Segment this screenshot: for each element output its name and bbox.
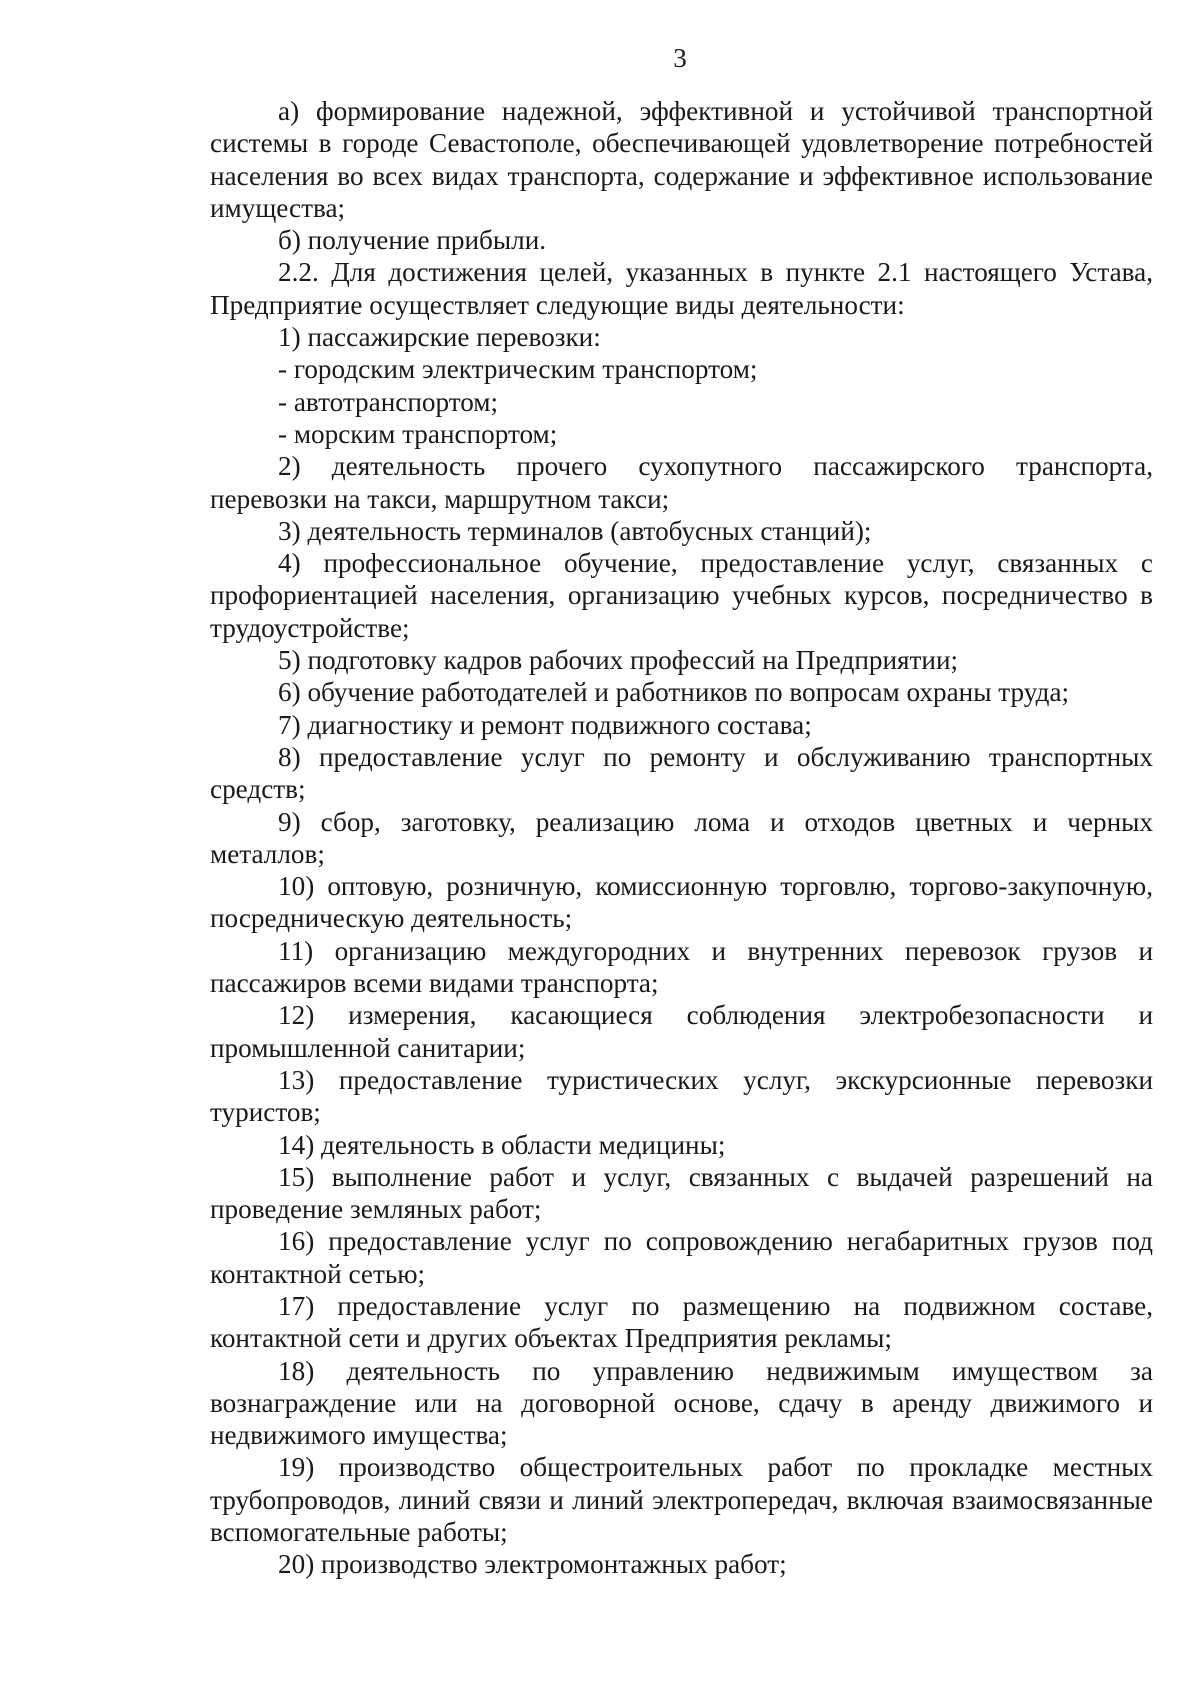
list-item-1: 1) пассажирские перевозки:	[278, 322, 601, 353]
list-item-12: 12) измерения, касающиеся соблюдения электробезопасности и промышленной санитарии;	[210, 1000, 1153, 1063]
list-subitem-electric: - городским электрическим транспортом;	[278, 354, 758, 385]
paragraph-goal-b: б) получение прибыли.	[278, 225, 547, 256]
list-item-16: 16) предоставление услуг по сопровождению негабаритных грузов под контактной сетью;	[210, 1226, 1153, 1289]
list-item-19: 19) производство общестроительных работ по прокладке местных трубопроводов, линий связи и линий электропередач, включая взаимосвязанные вспомогательные работы;	[210, 1452, 1153, 1548]
list-subitem-sea: - морским транспортом;	[278, 418, 558, 449]
list-item-15: 15) выполнение работ и услуг, связанных с выдачей разрешений на проведение земляных работ;	[210, 1161, 1153, 1225]
list-item-14: 14) деятельность в области медицины;	[278, 1129, 726, 1160]
document-body	[210, 95, 1153, 1581]
list-item-5: 5) подготовку кадров рабочих профессий на Предприятии;	[278, 645, 959, 676]
list-subitem-auto: - автотранспортом;	[278, 386, 499, 417]
list-item-7: 7) диагностику и ремонт подвижного состава;	[278, 709, 812, 740]
list-item-10: 10) оптовую, розничную, комиссионную торговлю, торгово-закупочную, посредническую деятельность;	[210, 871, 1153, 934]
list-item-9: 9) сбор, заготовку, реализацию лома и отходов цветных и черных металлов;	[210, 806, 1153, 869]
list-item-4: 4) профессиональное обучение, предоставление услуг, связанных с профориентацией населения, организацию учебных курсов, посредничество в трудоустройстве;	[210, 548, 1153, 643]
paragraph-goal-a: а) формирование надежной, эффективной и устойчивой транспортной системы в городе Севастополе, обеспечивающей удовлетворение потребностей населения во всех видах транспорта, содержание и эффективное использование имущества;	[210, 96, 1153, 223]
list-item-2: 2) деятельность прочего сухопутного пассажирского транспорта, перевозки на такси, маршрутном такси;	[210, 451, 1153, 514]
list-item-8: 8) предоставление услуг по ремонту и обслуживанию транспортных средств;	[210, 741, 1153, 805]
page-number: 3	[673, 43, 687, 73]
list-item-13: 13) предоставление туристических услуг, экскурсионные перевозки туристов;	[210, 1064, 1153, 1128]
list-item-3: 3) деятельность терминалов (автобусных станций);	[278, 515, 872, 546]
list-item-17: 17) предоставление услуг по размещению на подвижном составе, контактной сети и других объектах Предприятия рекламы;	[210, 1290, 1153, 1354]
list-item-18: 18) деятельность по управлению недвижимым имуществом за вознаграждение или на договорной основе, сдачу в аренду движимого и недвижимого имущества;	[210, 1355, 1153, 1451]
list-item-20: 20) производство электромонтажных работ;	[278, 1549, 787, 1580]
paragraph-2-2: 2.2. Для достижения целей, указанных в пункте 2.1 настоящего Устава, Предприятие осуществляет следующие виды деятельности:	[210, 257, 1153, 320]
list-item-11: 11) организацию междугородних и внутренних перевозок грузов и пассажиров всеми видами транспорта;	[210, 935, 1153, 999]
list-item-6: 6) обучение работодателей и работников по вопросам охраны труда;	[278, 677, 1070, 708]
